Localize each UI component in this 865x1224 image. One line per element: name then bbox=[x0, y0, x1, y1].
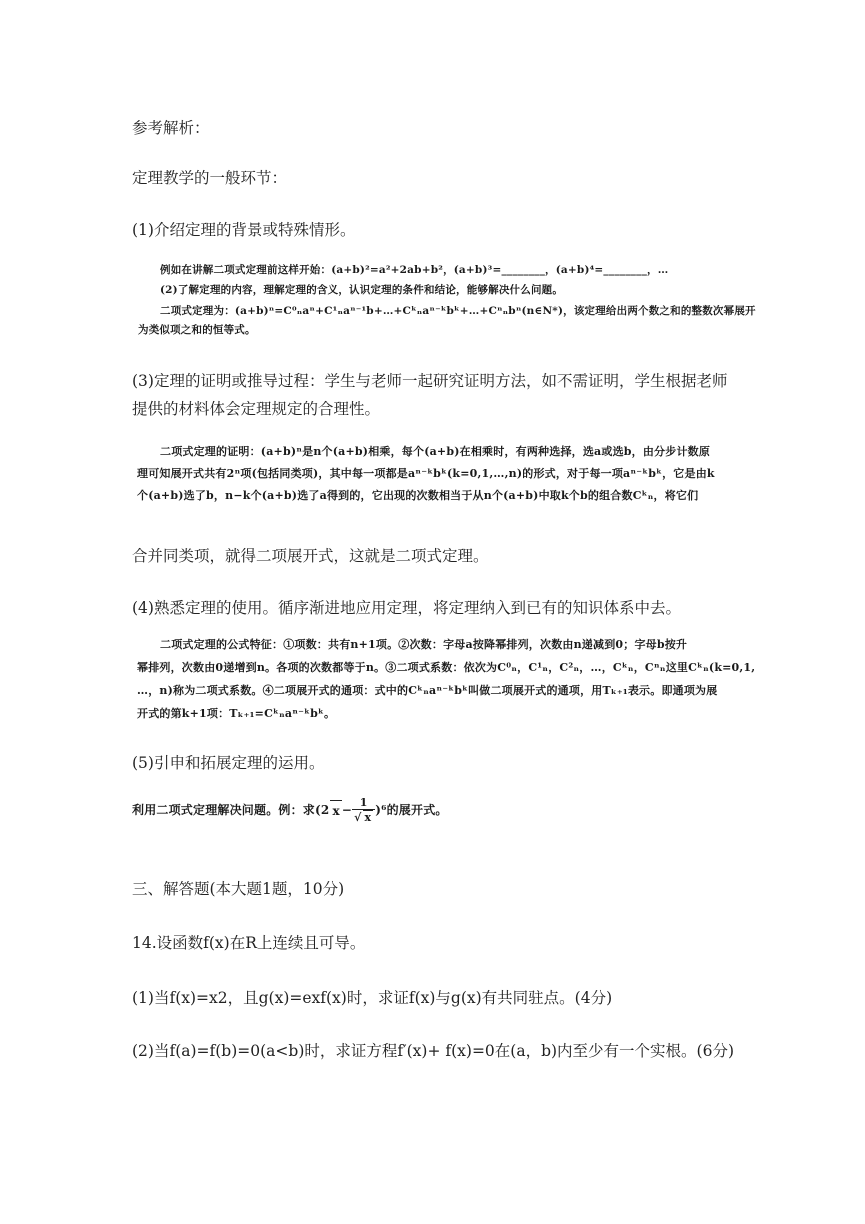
step-5-text: (5)引申和拓展定理的运用。 bbox=[132, 754, 325, 772]
section-3-heading: 三、解答题(本大题1题，10分) bbox=[132, 880, 345, 898]
fraction-den-var: x bbox=[364, 811, 372, 824]
sqrt-x-term bbox=[330, 800, 341, 821]
scan1-line-4: 为类似项之和的恒等式。 bbox=[138, 324, 256, 336]
heading-reference-analysis: 参考解析： bbox=[132, 119, 210, 137]
scan3-line-3: …，n)称为二项式系数。④二项展开式的通项：式中的Cᵏₙaⁿ⁻ᵏbᵏ叫做二项展开式的通项，用Tₖ₊₁表示。即通项为展 bbox=[137, 684, 718, 697]
scan2-line-1: 二项式定理的证明：(a+b)ⁿ是n个(a+b)相乘，每个(a+b)在相乘时，有两种选择，选a或选b，由分步计数原 bbox=[160, 445, 711, 458]
question-14-stem: 14.设函数f(x)在R上连续且可导。 bbox=[132, 934, 366, 952]
scan2-line-2: 理可知展开式共有2ⁿ项(包括同类项)，其中每一项都是aⁿ⁻ᵏbᵏ(k=0,1,…,n)的形式，对于每一项aⁿ⁻ᵏbᵏ，它是由k bbox=[137, 467, 715, 480]
sqrt-x-var: x bbox=[332, 803, 340, 818]
question-14-part-1: (1)当f(x)=x2，且g(x)=exf(x)时，求证f(x)与g(x)有共同驻点。(4分) bbox=[132, 989, 613, 1007]
scan3-line-4: 开式的第k+1项：Tₖ₊₁=Cᵏₙaⁿ⁻ᵏbᵏ。 bbox=[137, 707, 336, 720]
question-14-part-2: (2)当f(a)=f(b)=0(a<b)时，求证方程f′(x)+ f(x)=0在(a，b)内至少有一个实根。(6分) bbox=[132, 1042, 735, 1060]
step-3-line-2: 提供的材料体会定理规定的合理性。 bbox=[132, 400, 381, 418]
merge-terms-line: 合并同类项，就得二项展开式，这就是二项式定理。 bbox=[132, 547, 489, 565]
scan4-suffix: )⁶的展开式。 bbox=[375, 803, 448, 817]
scan1-line-3: 二项式定理为：(a+b)ⁿ=C⁰ₙaⁿ+C¹ₙaⁿ⁻¹b+…+Cᵏₙaⁿ⁻ᵏbᵏ+…+Cⁿₙbⁿ(n∈N*)，该定理给出两个数之和的整数次幂展开 bbox=[160, 305, 756, 317]
scan3-line-1: 二项式定理的公式特征：①项数：共有n+1项。②次数：字母a按降幂排列，次数由n递减到0；字母b按升 bbox=[160, 638, 688, 651]
fraction-1-over-sqrt-x bbox=[352, 796, 375, 824]
scan2-line-3: 个(a+b)选了b，n−k个(a+b)选了a得到的，它出现的次数相当于从n个(a+b)中取k个b的组合数Cᵏₙ，将它们 bbox=[137, 489, 699, 502]
step-1-text: (1)介绍定理的背景或特殊情形。 bbox=[132, 221, 356, 239]
scan3-line-2: 幂排列，次数由0递增到n。各项的次数都等于n。③二项式系数：依次为C⁰ₙ，C¹ₙ，C²ₙ，…，Cᵏₙ，Cⁿₙ这里Cᵏₙ(k=0,1, bbox=[137, 661, 756, 674]
fraction-numerator: 1 bbox=[352, 796, 375, 810]
scan4-prefix: 利用二项式定理解决问题。例：求(2 bbox=[132, 803, 330, 817]
fraction-denominator: √ x bbox=[354, 811, 372, 824]
scan4-minus: − bbox=[341, 803, 353, 817]
step-4-text: (4)熟悉定理的使用。循序渐进地应用定理，将定理纳入到已有的知识体系中去。 bbox=[132, 599, 681, 617]
heading-general-steps: 定理教学的一般环节： bbox=[132, 169, 288, 187]
step-3-line-1: (3)定理的证明或推导过程：学生与老师一起研究证明方法，如不需证明，学生根据老师 bbox=[132, 372, 728, 390]
scan1-line-2: (2)了解定理的内容，理解定理的含义，认识定理的条件和结论，能够解决什么问题。 bbox=[160, 284, 564, 296]
scan4-example-line bbox=[132, 796, 448, 824]
scan1-line-1: 例如在讲解二项式定理前这样开始：(a+b)²=a²+2ab+b²，(a+b)³=________，(a+b)⁴=________，… bbox=[160, 264, 669, 276]
